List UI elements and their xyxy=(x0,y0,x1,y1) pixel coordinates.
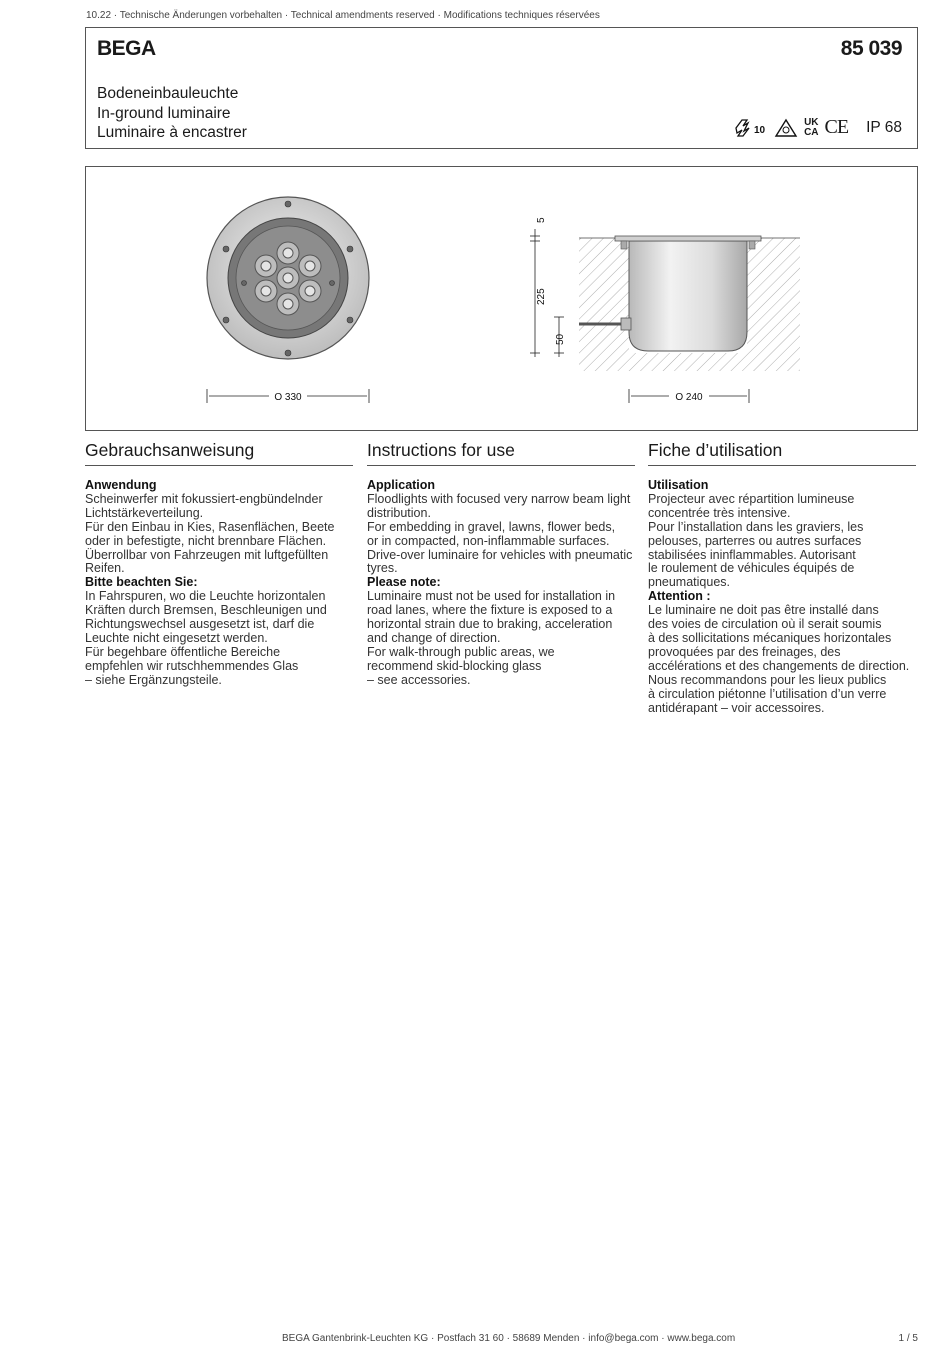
body-line: In Fahrspuren, wo die Leuchte horizontalen xyxy=(85,589,326,604)
section-heading: Anwendung xyxy=(85,478,157,492)
body-line: – siehe Ergänzungsteile. xyxy=(85,672,222,687)
section-heading: Attention : xyxy=(648,589,711,604)
column-title-en: Instructions for use xyxy=(367,440,635,466)
column-body-fr xyxy=(648,479,916,715)
page-number: 1 / 5 xyxy=(898,1333,918,1344)
body-line: Nous recommandons pour les lieux publics xyxy=(648,672,887,687)
diameter-top-label: O 330 xyxy=(274,392,302,403)
body-line: le roulement de véhicules équipés de xyxy=(648,561,855,576)
body-line: Reifen. xyxy=(85,561,125,576)
column-english xyxy=(367,440,635,688)
body-line: or in compacted, non-inflammable surfaces. xyxy=(367,533,610,548)
body-line: Für begehbare öffentliche Bereiche xyxy=(85,644,281,659)
body-line: oder in befestigte, nicht brennbare Flächen. xyxy=(85,533,327,548)
body-line: concentrée très intensive. xyxy=(648,505,791,520)
body-line: Luminaire must not be used for installation in xyxy=(367,589,616,604)
luminaire-section-view xyxy=(530,217,800,403)
ukca-line-2: CA xyxy=(804,126,819,138)
ce-mark: CE xyxy=(824,116,849,138)
body-line: Scheinwerfer mit fokussiert-engbündelnder xyxy=(85,491,323,506)
body-line: pneumatiques. xyxy=(648,575,731,590)
body-line: empfehlen wir rutschhemmendes Glas xyxy=(85,658,299,673)
body-line: Le luminaire ne doit pas être installé dans xyxy=(648,603,879,618)
product-name-de: Bodeneinbauleuchte xyxy=(97,85,239,102)
ip-rating: IP 68 xyxy=(866,118,902,136)
body-line: à des sollicitations mécaniques horizontales xyxy=(648,630,892,645)
product-name-fr: Luminaire à encastrer xyxy=(97,124,247,141)
ik-rating-text: 10 xyxy=(754,124,766,136)
product-name-en: In-ground luminaire xyxy=(97,104,231,122)
body-line: tyres. xyxy=(367,561,398,576)
body-line: For walk-through public areas, we xyxy=(367,644,555,659)
body-line: à circulation piétonne l’utilisation d’un verre xyxy=(648,686,887,701)
diameter-side-label: O 240 xyxy=(675,392,703,403)
body-line: des voies de circulation où il serait soumis xyxy=(648,617,882,632)
section-heading: Utilisation xyxy=(648,478,709,492)
body-line: pelouses, parterres ou autres surfaces xyxy=(648,533,862,548)
article-number: 85 039 xyxy=(840,37,902,60)
body-line: recommend skid-blocking glass xyxy=(367,658,542,673)
section-heading: Please note: xyxy=(367,575,441,590)
enec-triangle-icon xyxy=(774,118,798,138)
body-line: For embedding in gravel, lawns, flower beds, xyxy=(367,519,616,534)
product-names xyxy=(97,84,247,143)
body-line: Leuchte nicht eingesetzt werden. xyxy=(85,630,268,645)
column-title-de: Gebrauchsanweisung xyxy=(85,440,353,466)
certification-marks xyxy=(734,116,902,139)
dimension-drawing xyxy=(86,167,919,432)
body-line: road lanes, where the fixture is exposed to a xyxy=(367,603,613,618)
body-line: Für den Einbau in Kies, Rasenflächen, Beete xyxy=(85,519,335,534)
body-line: Drive-over luminaire for vehicles with pneumatic xyxy=(367,547,633,562)
product-header xyxy=(85,27,918,149)
amendments-notice: 10.22 · Technische Änderungen vorbehalten · Technical amendments reserved · Modifications techniques réservées xyxy=(86,10,600,21)
technical-drawing xyxy=(85,166,918,431)
cable-dimension: 50 xyxy=(555,333,566,345)
section-heading: Bitte beachten Sie: xyxy=(85,575,198,590)
section-heading: Application xyxy=(367,478,436,492)
body-line: Lichtstärkeverteilung. xyxy=(85,505,204,520)
impact-rating-icon xyxy=(734,118,768,138)
height-dimension: 225 xyxy=(536,288,547,305)
flange-dimension: 5 xyxy=(536,217,547,223)
body-line: provoquées par des freinages, des xyxy=(648,644,841,659)
body-line: Pour l’installation dans les graviers, les xyxy=(648,519,864,534)
body-line: antidérapant – voir accessoires. xyxy=(648,700,825,715)
column-french xyxy=(648,440,916,715)
ukca-mark xyxy=(804,118,818,138)
company-footer: BEGA Gantenbrink-Leuchten KG · Postfach 31 60 · 58689 Menden · info@bega.com · www.bega.com xyxy=(282,1333,736,1344)
column-german xyxy=(85,440,353,688)
body-line: and change of direction. xyxy=(367,630,501,645)
body-line: – see accessories. xyxy=(367,672,471,687)
luminaire-top-view xyxy=(207,197,369,403)
body-line: distribution. xyxy=(367,505,431,520)
body-line: Überrollbar von Fahrzeugen mit luftgefüllten xyxy=(85,547,329,562)
column-title-fr: Fiche d’utilisation xyxy=(648,440,916,466)
column-body-en xyxy=(367,479,635,688)
body-line: accélérations et des changements de direction. xyxy=(648,658,910,673)
body-line: Floodlights with focused very narrow beam light xyxy=(367,491,631,506)
body-line: stabilisées ininflammables. Autorisant xyxy=(648,547,856,562)
body-line: Projecteur avec répartition lumineuse xyxy=(648,491,855,506)
ukca-line-1: UK xyxy=(804,116,819,128)
body-line: Kräften durch Bremsen, Beschleunigen und xyxy=(85,603,327,618)
body-line: Richtungswechsel ausgesetzt ist, darf die xyxy=(85,617,315,632)
body-line: horizontal strain due to braking, acceleration xyxy=(367,617,613,632)
column-body-de xyxy=(85,479,353,688)
brand-name: BEGA xyxy=(97,37,156,60)
